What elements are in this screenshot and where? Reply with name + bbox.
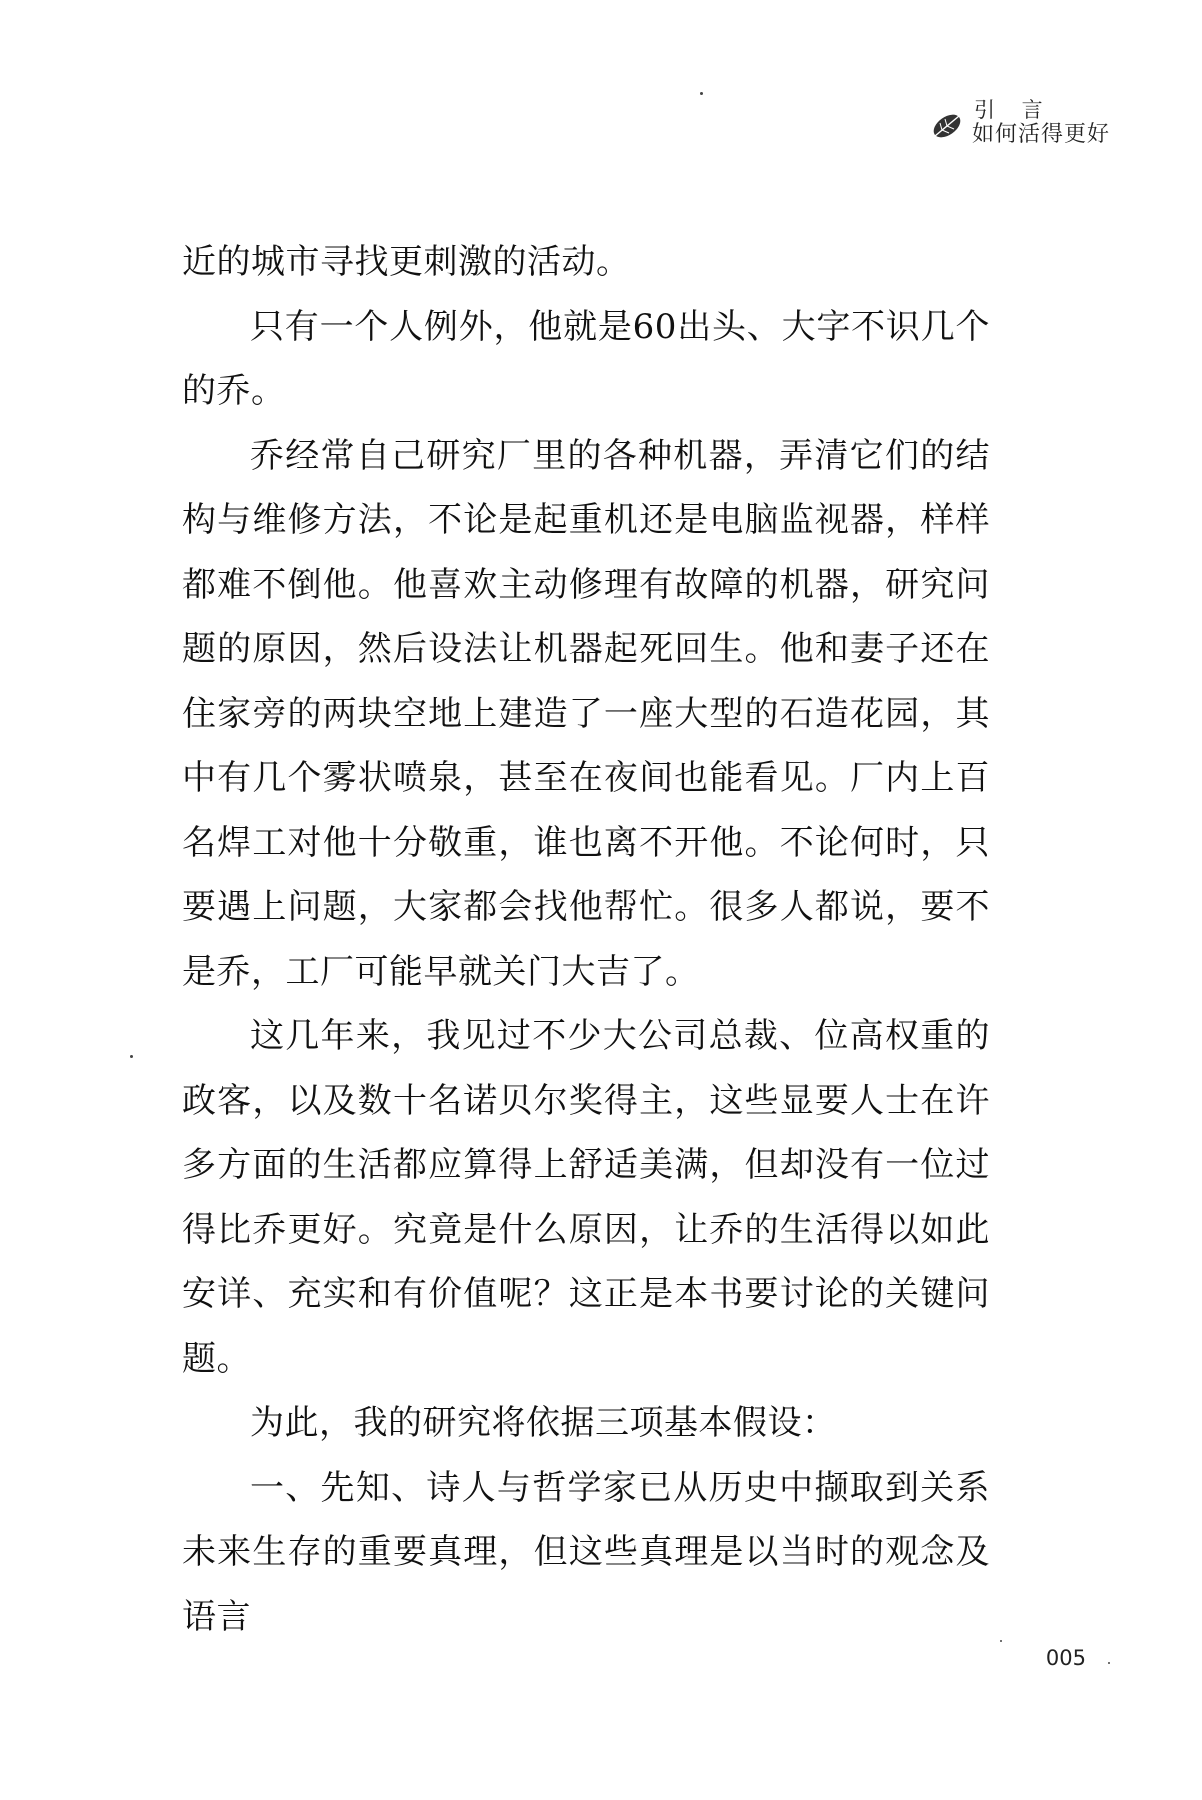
- running-header: [930, 98, 1110, 147]
- leaf-icon: [930, 109, 964, 143]
- scan-speck: [130, 1055, 133, 1058]
- chapter-label: 引 言: [973, 98, 1053, 122]
- paragraph: 这几年来，我见过不少大公司总裁、位高权重的政客，以及数十名诺贝尔奖得主，这些显要人士在许多方面的生活都应算得上舒适美满，但却没有一位过得比乔更好。究竟是什么原因，让乔的生活得以如此安详、充实和有价值呢？这正是本书要讨论的关键问题。: [182, 1016, 990, 1379]
- paragraph: 为此，我的研究将依据三项基本假设：: [250, 1403, 837, 1443]
- scan-speck: [1000, 1640, 1002, 1642]
- header-text: [972, 98, 1110, 147]
- paragraph: 近的城市寻找更刺激的活动。: [182, 242, 631, 282]
- paragraph: 只有一个人例外，他就是60出头、大字不识几个的乔。: [182, 306, 990, 411]
- page-body: [182, 230, 990, 1649]
- paragraph: 一、先知、诗人与哲学家已从历史中撷取到关系未来生存的重要真理，但这些真理是以当时的观念及语言: [182, 1467, 990, 1637]
- scan-speck: [1108, 1662, 1110, 1664]
- page-number: 005: [1045, 1646, 1086, 1670]
- chapter-title: 如何活得更好: [971, 122, 1110, 148]
- paragraph: 乔经常自己研究厂里的各种机器，弄清它们的结构与维修方法，不论是起重机还是电脑监视器，样样都难不倒他。他喜欢主动修理有故障的机器，研究问题的原因，然后设法让机器起死回生。他和妻子还在住家旁的两块空地上建造了一座大型的石造花园，其中有几个雾状喷泉，甚至在夜间也能看见。厂内上百名焊工对他十分敬重，谁也离不开他。不论何时，只要遇上问题，大家都会找他帮忙。很多人都说，要不是乔，工厂可能早就关门大吉了。: [182, 435, 990, 992]
- scan-speck: [700, 92, 703, 95]
